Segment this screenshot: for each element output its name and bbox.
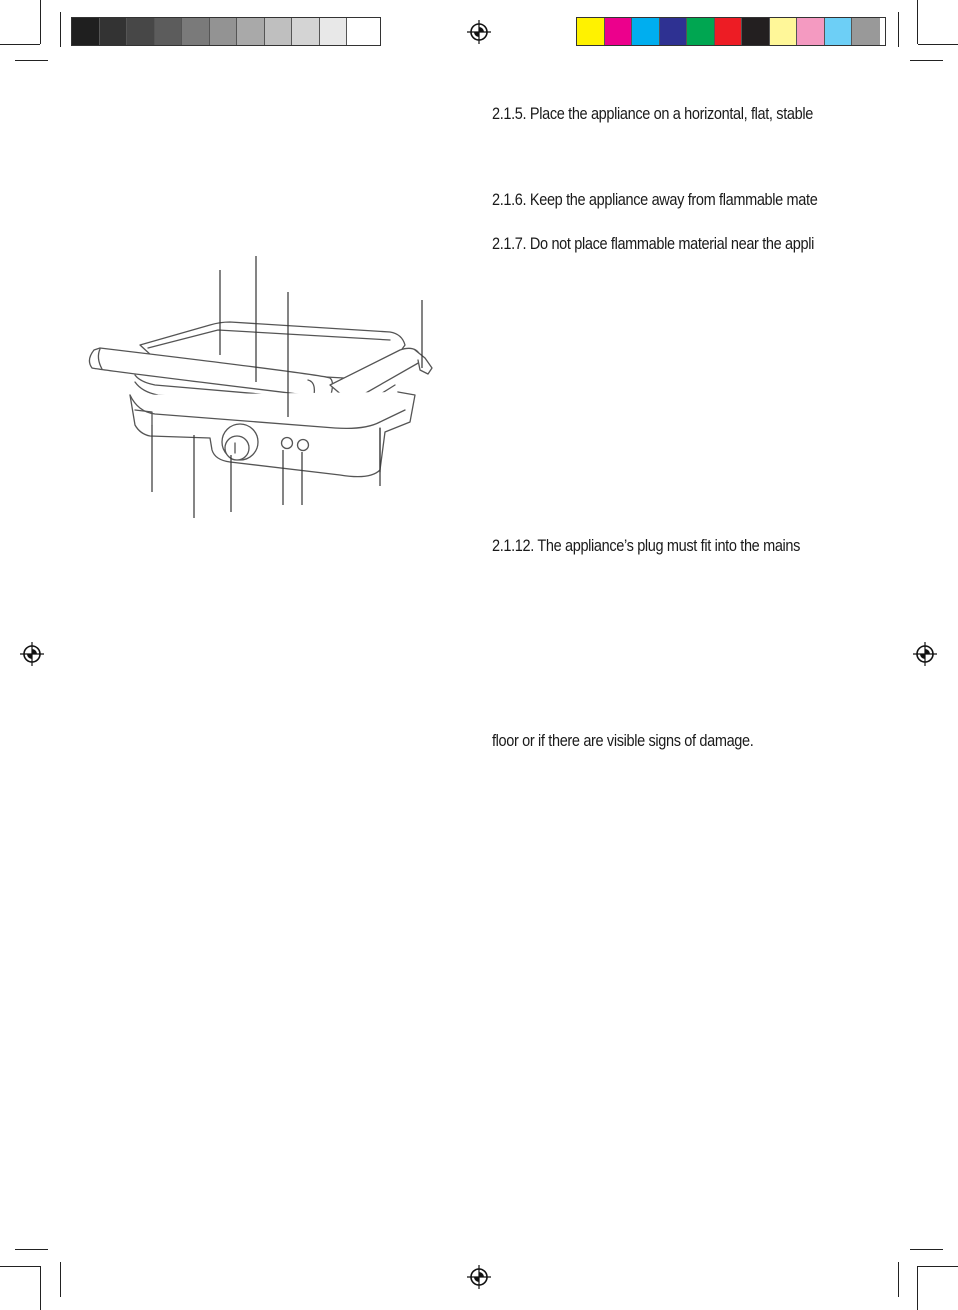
gray-swatch-9 (292, 18, 320, 45)
gray-swatch-3 (127, 18, 155, 45)
registration-target-icon (466, 1264, 492, 1290)
color-swatch-6 (715, 18, 743, 45)
color-calibration-bar (576, 17, 886, 46)
gray-swatch-6 (210, 18, 238, 45)
color-swatch-5 (687, 18, 715, 45)
gray-swatch-4 (155, 18, 183, 45)
color-swatch-3 (632, 18, 660, 45)
registration-target-icon (19, 641, 45, 667)
color-swatch-1 (577, 18, 605, 45)
color-swatch-10 (825, 18, 853, 45)
color-swatch-9 (797, 18, 825, 45)
instruction-2-1-6: 2.1.6. Keep the appliance away from flammable mate (492, 191, 818, 209)
registration-target-icon (466, 19, 492, 45)
gray-scale-bar (71, 17, 381, 46)
instruction-continuation: floor or if there are visible signs of damage. (492, 732, 754, 750)
color-swatch-4 (660, 18, 688, 45)
color-swatch-8 (770, 18, 798, 45)
gray-swatch-1 (72, 18, 100, 45)
gray-swatch-10 (320, 18, 348, 45)
gray-swatch-7 (237, 18, 265, 45)
registration-target-icon (912, 641, 938, 667)
gray-swatch-8 (265, 18, 293, 45)
color-swatch-7 (742, 18, 770, 45)
color-swatch-11 (852, 18, 880, 45)
instruction-2-1-5: 2.1.5. Place the appliance on a horizontal, flat, stable (492, 105, 813, 123)
instruction-2-1-12: 2.1.12. The appliance’s plug must fit into the mains (492, 537, 801, 555)
gray-swatch-5 (182, 18, 210, 45)
instruction-2-1-7: 2.1.7. Do not place flammable material near the appli (492, 235, 814, 253)
color-swatch-2 (605, 18, 633, 45)
contact-grill-icon (80, 250, 450, 525)
gray-swatch-11 (347, 18, 375, 45)
gray-swatch-2 (100, 18, 128, 45)
